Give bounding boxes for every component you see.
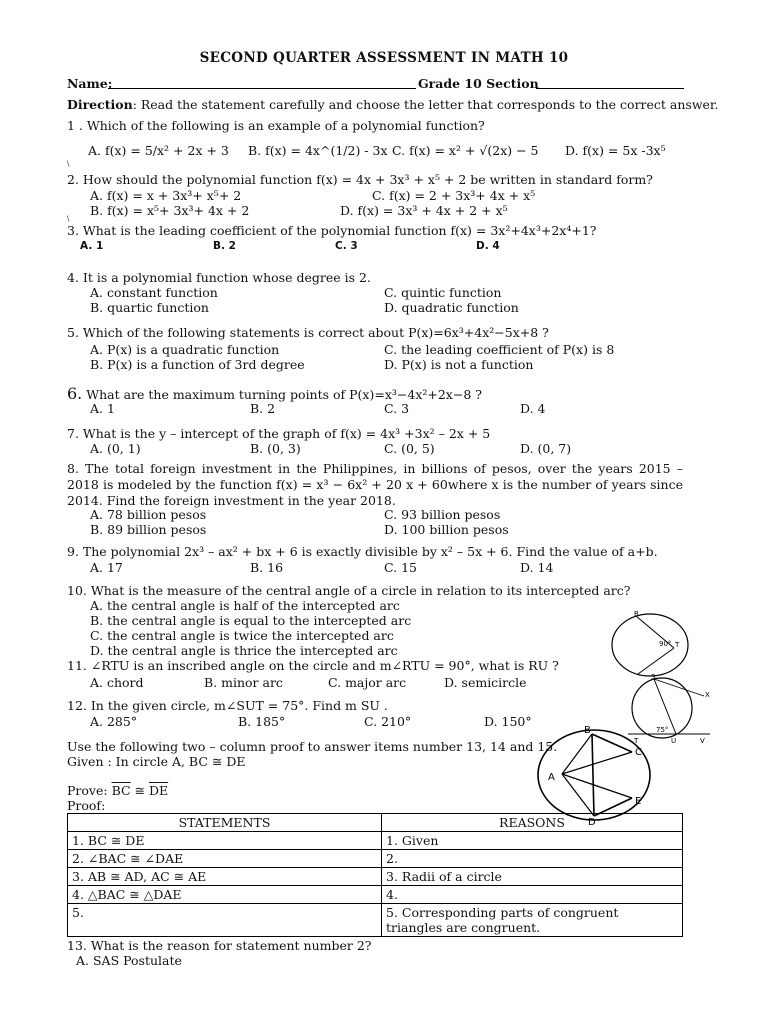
q10-choice-a: A. the central angle is half of the intercepted arc	[90, 598, 400, 613]
q6-choice-c: C. 3	[384, 401, 410, 416]
q4-choice-d: D. quadratic function	[384, 300, 519, 315]
q4-choice-a: A. constant function	[90, 285, 218, 300]
q3-choice-c: C. 3	[335, 240, 358, 252]
q8-choice-d: D. 100 billion pesos	[384, 522, 509, 537]
q3-stem: 3. What is the leading coefficient of the polynomial function f(x) = 3x²+4x³+2x⁴+1?	[67, 223, 597, 238]
statement-cell: 3. AB ≅ AD, AC ≅ AE	[68, 868, 382, 886]
radius-ad	[562, 774, 594, 816]
proof-given: Given : In circle A, BC ≅ DE	[67, 754, 246, 769]
q5-choice-a: A. P(x) is a quadratic function	[90, 342, 280, 357]
table-row	[68, 832, 683, 850]
q8-choice-c: C. 93 billion pesos	[384, 507, 501, 522]
q8-choice-b: B. 89 billion pesos	[90, 522, 207, 537]
label-u: U	[671, 737, 677, 745]
reason-cell: 1. Given	[382, 832, 683, 850]
q13-choice-a: A. SAS Postulate	[76, 953, 182, 968]
q10-choice-b: B. the central angle is equal to the intercepted arc	[90, 613, 412, 628]
section-blank	[536, 88, 684, 89]
q2-choice-d: D. f(x) = 3x³ + 4x + 2 + x⁵	[340, 203, 508, 218]
q6-choice-b: B. 2	[250, 401, 276, 416]
q8-choice-a: A. 78 billion pesos	[90, 507, 207, 522]
q2-choice-b: B. f(x) = x⁵+ 3x³+ 4x + 2	[90, 203, 250, 218]
label-t: T	[675, 641, 680, 649]
q5-stem: 5. Which of the following statements is correct about P(x)=6x³+4x²−5x+8 ?	[67, 325, 549, 340]
q1-choice-b: B. f(x) = 4x^(1/2) - 3x	[248, 143, 388, 158]
q12-choice-c: C. 210°	[364, 714, 412, 729]
q11-stem: 11. ∠RTU is an inscribed angle on the circle and m∠RTU = 90°, what is RU ?	[67, 658, 559, 673]
reason-cell: 5. Corresponding parts of congruent triangles are congruent.	[382, 904, 683, 937]
q11-choice-d: D. semicircle	[444, 675, 527, 690]
reason-cell: 4.	[382, 886, 683, 904]
statement-cell: 1. BC ≅ DE	[68, 832, 382, 850]
q11-choice-b: B. minor arc	[204, 675, 283, 690]
label-angle-90: 90°	[659, 640, 672, 648]
q11-choice-a: A. chord	[90, 675, 144, 690]
label-c: C	[635, 747, 642, 758]
q5-choice-b: B. P(x) is a function of 3rd degree	[90, 357, 305, 372]
q11-choice-c: C. major arc	[328, 675, 407, 690]
proof-label: Proof:	[67, 798, 106, 813]
q5-choice-c: C. the leading coefficient of P(x) is 8	[384, 342, 615, 357]
q6-choice-a: A. 1	[90, 401, 115, 416]
circle-figure-rtu	[604, 608, 704, 680]
reason-cell: 3. Radii of a circle	[382, 868, 683, 886]
q1-choice-a: A. f(x) = 5/x² + 2x + 3	[88, 143, 229, 158]
q1-choice-d: D. f(x) = 5x -3x⁵	[565, 143, 666, 158]
reason-cell: 2.	[382, 850, 683, 868]
q9-stem: 9. The polynomial 2x³ – ax² + bx + 6 is exactly divisible by x² – 5x + 6. Find the value of a+b.	[67, 544, 658, 559]
q8-stem: 8. The total foreign investment in the Philippines, in billions of pesos, over the years 2015 – 2018 is modeled by the function f(x) = x³ − 6x² + 20 x + 60where x is the number of years since 2014. Find the foreign investment in the year 2018.	[67, 461, 683, 508]
label-e: E	[635, 796, 642, 807]
radius-ac	[562, 752, 632, 774]
q7-choice-b: B. (0, 3)	[250, 441, 301, 456]
proof-prove: Prove: $\overline{BC}$ ≅ $\overline{DE}$	[67, 783, 169, 798]
q12-choice-b: B. 185°	[238, 714, 286, 729]
label-t: T	[634, 737, 639, 745]
col-reasons: REASONS	[382, 814, 683, 832]
q7-choice-a: A. (0, 1)	[90, 441, 141, 456]
q10-choice-d: D. the central angle is thrice the intercepted arc	[90, 643, 398, 658]
q13-stem: 13. What is the reason for statement number 2?	[67, 938, 372, 953]
label-b: B	[584, 725, 591, 736]
q12-choice-a: A. 285°	[90, 714, 138, 729]
page-title: SECOND QUARTER ASSESSMENT IN MATH 10	[199, 50, 569, 66]
label-angle-75: 75°	[656, 726, 669, 734]
q4-choice-c: C. quintic function	[384, 285, 502, 300]
table-row	[68, 904, 683, 937]
stray-mark: \	[67, 160, 70, 168]
stray-mark: \	[67, 215, 70, 223]
col-statements: STATEMENTS	[68, 814, 382, 832]
q1-stem: 1 . Which of the following is an example of a polynomial function?	[67, 118, 485, 133]
q10-stem: 10. What is the measure of the central angle of a circle in relation to its intercepted arc?	[67, 583, 631, 598]
q9-choice-c: C. 15	[384, 560, 417, 575]
q7-choice-d: D. (0, 7)	[520, 441, 572, 456]
q3-choice-b: B. 2	[213, 240, 236, 252]
q3-choice-d: D. 4	[476, 240, 500, 252]
q9-choice-b: B. 16	[250, 560, 284, 575]
table-row	[68, 868, 683, 886]
direction: Direction: Read the statement carefully and choose the letter that corresponds to the correct answer.	[67, 97, 719, 112]
q10-choice-c: C. the central angle is twice the intercepted arc	[90, 628, 394, 643]
q12-choice-d: D. 150°	[484, 714, 532, 729]
q9-choice-a: A. 17	[90, 560, 123, 575]
q9-choice-d: D. 14	[520, 560, 554, 575]
q3-choice-a: A. 1	[80, 240, 104, 252]
q4-choice-b: B. quartic function	[90, 300, 209, 315]
statement-cell: 2. ∠BAC ≅ ∠DAE	[68, 850, 382, 868]
segment-bd	[592, 734, 594, 816]
name-label: Name:	[67, 76, 113, 91]
q6-choice-d: D. 4	[520, 401, 546, 416]
q7-stem: 7. What is the y – intercept of the graph of f(x) = 4x³ +3x² – 2x + 5	[67, 426, 491, 441]
q2-stem: 2. How should the polynomial function f(x) = 4x + 3x³ + x⁵ + 2 be written in standard form?	[67, 172, 653, 187]
q5-choice-d: D. P(x) is not a function	[384, 357, 534, 372]
label-x: X	[705, 691, 710, 699]
grade-label: Grade 10 Section	[418, 76, 539, 91]
segment-bc	[592, 734, 632, 752]
proof-table	[67, 813, 683, 937]
label-r: R	[634, 610, 639, 618]
table-row	[68, 886, 683, 904]
q1-choice-c: C. f(x) = x² + √(2x) − 5	[392, 143, 539, 158]
label-a: A	[548, 772, 555, 783]
chord-tu	[638, 648, 674, 674]
q2-choice-c: C. f(x) = 2 + 3x³+ 4x + x⁵	[372, 188, 536, 203]
label-v: V	[700, 737, 705, 745]
circle-figure-a	[532, 724, 672, 826]
table-row	[68, 850, 683, 868]
statement-cell: 4. △BAC ≅ △DAE	[68, 886, 382, 904]
segment-de	[594, 798, 632, 816]
radius-ab	[562, 734, 592, 774]
q6-stem: 6. What are the maximum turning points of P(x)=x³−4x²+2x−8 ?	[67, 384, 482, 403]
q4-stem: 4. It is a polynomial function whose degree is 2.	[67, 270, 371, 285]
statement-cell: 5.	[68, 904, 382, 937]
label-d: D	[588, 817, 596, 826]
name-blank	[108, 88, 416, 89]
proof-instructions: Use the following two – column proof to answer items number 13, 14 and 15.	[67, 739, 558, 754]
q12-stem: 12. In the given circle, m∠SUT = 75°. Find m SU .	[67, 698, 388, 713]
radius-ae	[562, 774, 632, 798]
ray-sx	[654, 679, 704, 696]
q7-choice-c: C. (0, 5)	[384, 441, 435, 456]
q2-choice-a: A. f(x) = x + 3x³+ x⁵+ 2	[90, 188, 242, 203]
label-s: S	[651, 673, 656, 681]
